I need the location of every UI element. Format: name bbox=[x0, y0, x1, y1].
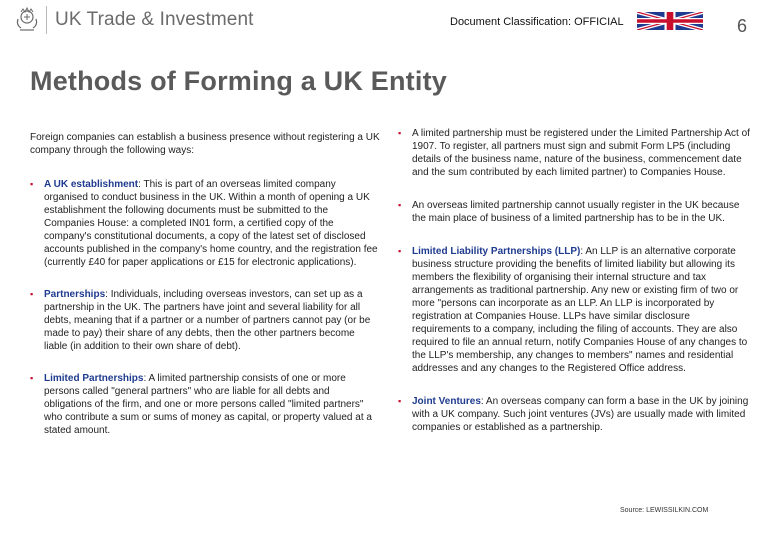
source-credit: Source: LEWISSILKIN.COM bbox=[620, 507, 709, 514]
item-text: : This is part of an overseas limited company organised to conduct business in the UK. Within a month of opening a UK establishment the following documents must be submitted to the Companies House: a completed IN01 form, a certified copy of the company's constitutional documents, a copy of the latest set of disclosed accounts published in the company's home country, and the registration fee (currently £40 for paper applications or £15 for electronic applications). bbox=[44, 179, 378, 268]
item-text: An overseas limited partnership cannot usually register in the UK because the main place of business of a limited partnership has to be in the UK. bbox=[412, 200, 740, 224]
ukti-logo bbox=[14, 6, 254, 34]
intro-text: Foreign companies can establish a business presence without registering a UK company through the following ways: bbox=[30, 132, 380, 156]
list-item bbox=[30, 288, 380, 353]
royal-crest-icon bbox=[14, 7, 40, 33]
right-bullet-list bbox=[398, 127, 750, 434]
term-label: Limited Liability Partnerships (LLP) bbox=[412, 246, 581, 257]
page-number: 6 bbox=[737, 16, 748, 36]
page-title: Methods of Forming a UK Entity bbox=[30, 66, 447, 96]
logo-text: UK Trade & Investment bbox=[55, 9, 254, 30]
list-item bbox=[30, 178, 380, 269]
list-item bbox=[398, 245, 750, 375]
item-text: : A limited partnership consists of one or more persons called "general partners" who are liable for all debts and obligations of the firm, and one or more persons called "limited partners" who contribute a sum or sums of money as capital, or property valued at a stated amount. bbox=[44, 373, 372, 436]
list-item bbox=[398, 199, 750, 225]
document-classification: Document Classification: OFFICIAL bbox=[450, 16, 624, 28]
item-text: : Individuals, including overseas investors, can set up as a partnership in the UK. The partners have joint and several liability for all debts, meaning that if a partner or a number of partners cannot pay (or be made to pay) their share of any debts, then the other partners become liable (in addition to their own share of debt). bbox=[44, 289, 371, 352]
square-bullet-icon: ▪ bbox=[398, 200, 402, 210]
item-text: : An LLP is an alternative corporate business structure providing the benefits of limited liability but allowing its members the flexibility of organising their internal structure and tax arrangements as traditional partnership. Any new or existing firm of two or more "persons can incorporate as an LLP. An LLP is incorporated by registration at Companies House. LLPs have similar disclosure requirements to a company, including the filing of accounts. They are also required to file an annual return, notify Companies House of any changes to the LLP's membership, any changes to members" names and residential addresses and any changes to the Registered Office address. bbox=[412, 246, 748, 374]
square-bullet-icon: ▪ bbox=[30, 373, 34, 383]
page-header bbox=[0, 0, 780, 48]
square-bullet-icon: ▪ bbox=[30, 179, 34, 189]
left-bullet-list bbox=[30, 178, 380, 437]
square-bullet-icon: ▪ bbox=[30, 289, 34, 299]
square-bullet-icon: ▪ bbox=[398, 396, 402, 406]
list-item bbox=[30, 372, 380, 437]
right-column bbox=[398, 127, 750, 434]
square-bullet-icon: ▪ bbox=[398, 128, 402, 138]
square-bullet-icon: ▪ bbox=[398, 246, 402, 256]
list-item bbox=[398, 395, 750, 434]
item-text: A limited partnership must be registered under the Limited Partnership Act of 1907. To register, all partners must sign and submit Form LP5 (including details of the business name, nature of the business, commencement date and the sum contributed by each limited partner) to Companies House. bbox=[412, 128, 750, 178]
term-label: A UK establishment bbox=[44, 179, 139, 190]
list-item bbox=[398, 127, 750, 179]
term-label: Partnerships bbox=[44, 289, 106, 300]
term-label: Limited Partnerships bbox=[44, 373, 144, 384]
union-jack-flag-icon bbox=[637, 12, 703, 30]
logo-divider bbox=[46, 6, 47, 34]
term-label: Joint Ventures bbox=[412, 396, 481, 407]
left-column bbox=[30, 131, 380, 437]
item-text: : An overseas company can form a base in the UK by joining with a UK company. Such joint ventures (JVs) are usually made with limited companies or established as a partnership. bbox=[412, 396, 749, 433]
